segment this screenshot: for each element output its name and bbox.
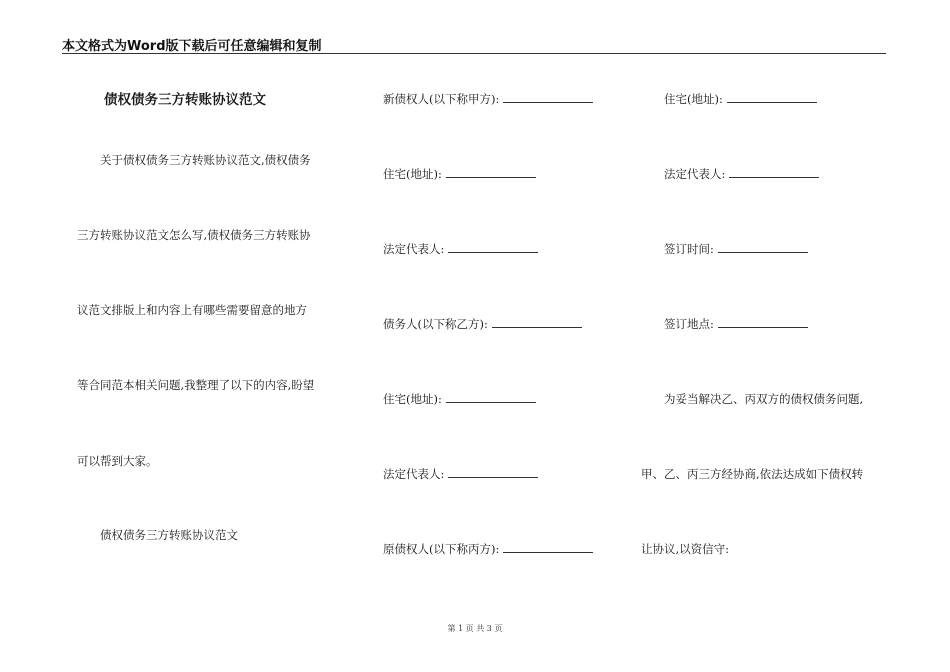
body-line-3: 议范文排版上和内容上有哪些需要留意的地方 — [77, 303, 307, 317]
header-divider — [62, 53, 886, 54]
document-header: 本文格式为Word版下载后可任意编辑和复制 — [62, 39, 322, 54]
field-address-3 — [664, 92, 817, 106]
field-new-creditor — [383, 92, 593, 106]
fill-blank — [503, 542, 593, 553]
field-label: 法定代表人: — [664, 167, 726, 181]
document-title: 债权债务三方转账协议范文 — [104, 92, 266, 108]
field-legal-rep-3 — [664, 167, 819, 181]
section-subtitle: 债权债务三方转账协议范文 — [100, 528, 238, 542]
field-label: 新债权人(以下称甲方): — [383, 92, 500, 106]
body-line-2: 三方转账协议范文怎么写,债权债务三方转账协 — [77, 228, 311, 242]
fill-blank — [448, 467, 538, 478]
fill-blank — [492, 317, 582, 328]
body-line-1: 关于债权债务三方转账协议范文,债权债务 — [100, 153, 311, 167]
body-line-4: 等合同范本相关问题,我整理了以下的内容,盼望 — [77, 378, 315, 392]
fill-blank — [446, 392, 536, 403]
fill-blank — [718, 242, 808, 253]
field-label: 原债权人(以下称丙方): — [383, 542, 500, 556]
body-line-5: 可以帮到大家。 — [77, 454, 158, 468]
field-legal-rep-1 — [383, 242, 538, 256]
field-label: 住宅(地址): — [383, 167, 442, 181]
field-label: 法定代表人: — [383, 467, 445, 481]
field-debtor — [383, 317, 582, 331]
field-label: 签订时间: — [664, 242, 714, 256]
clause-line-3: 让协议,以资信守: — [641, 542, 730, 556]
field-original-creditor — [383, 542, 593, 556]
field-label: 住宅(地址): — [383, 392, 442, 406]
field-sign-place — [664, 317, 808, 331]
fill-blank — [448, 242, 538, 253]
clause-line-2: 甲、乙、丙三方经协商,依法达成如下债权转 — [641, 467, 864, 481]
fill-blank — [729, 167, 819, 178]
fill-blank — [446, 167, 536, 178]
field-label: 法定代表人: — [383, 242, 445, 256]
fill-blank — [727, 92, 817, 103]
field-address-2 — [383, 392, 536, 406]
field-legal-rep-2 — [383, 467, 538, 481]
field-sign-time — [664, 242, 808, 256]
page-number: 第 1 页 共 3 页 — [447, 624, 503, 633]
fill-blank — [503, 92, 593, 103]
fill-blank — [718, 317, 808, 328]
field-label: 债务人(以下称乙方): — [383, 317, 488, 331]
field-label: 住宅(地址): — [664, 92, 723, 106]
field-address-1 — [383, 167, 536, 181]
clause-line-1: 为妥当解决乙、丙双方的债权债务问题, — [664, 392, 864, 406]
field-label: 签订地点: — [664, 317, 714, 331]
